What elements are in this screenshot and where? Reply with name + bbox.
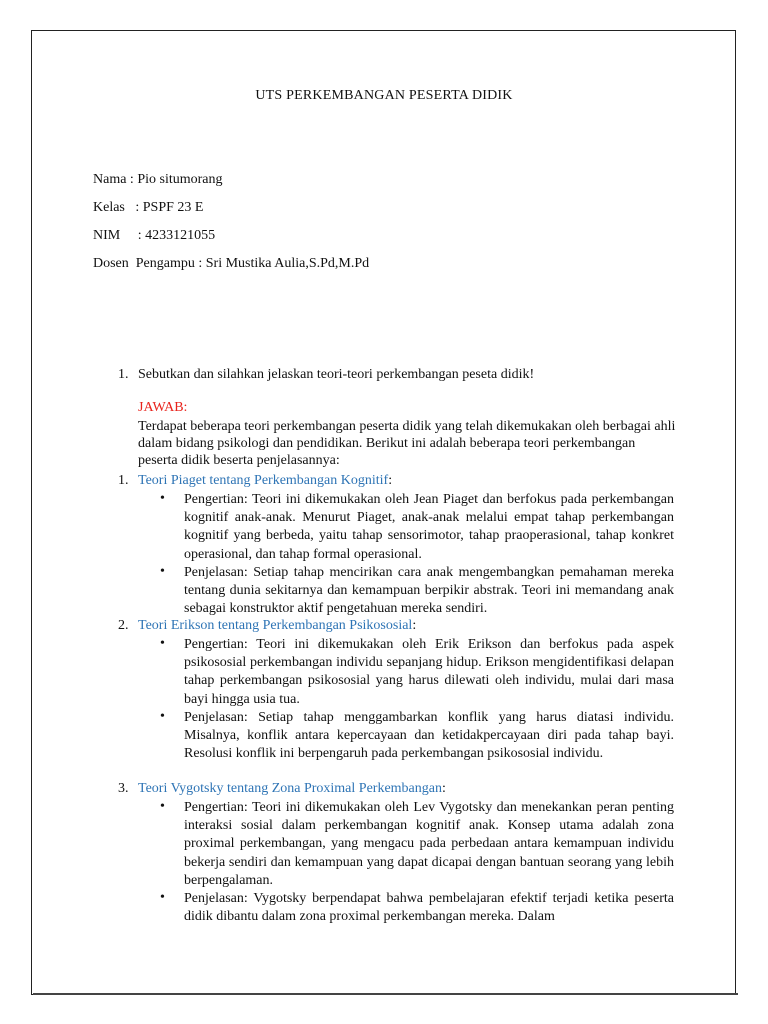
info-nama: Nama : Pio situmorang	[93, 172, 223, 187]
theory-3-suffix: :	[441, 781, 446, 796]
page-border-shadow	[33, 993, 738, 995]
theory-2-number: 2.	[118, 618, 129, 633]
info-nim: NIM : 4233121055	[93, 228, 216, 243]
bullet-dot-icon: •	[160, 890, 165, 905]
bullet-dot-icon: •	[160, 799, 165, 814]
theory-1-bullet-1: Pengertian: Teori ini dikemukakan oleh Jean Piaget dan berfokus pada perkembangan kognitif anak-anak. Menurut Piaget, anak-anak melalui empat tahap perkembangan kognitif yang berbeda, yaitu tahap sensorimotor, tahap praoperasional, tahap konkret operasional, dan tahap formal operasional.	[184, 492, 674, 562]
theory-3-bullet-2: Penjelasan: Vygotsky berpendapat bahwa pembelajaran efektif terjadi ketika peserta didik dibantu dalam zona proximal perkembangan mereka. Dalam	[184, 891, 674, 925]
bullet-dot-icon: •	[160, 491, 165, 506]
theory-3-bullet-1: Pengertian: Teori ini dikemukakan oleh Lev Vygotsky dan menekankan peran penting interaksi sosial dalam perkembangan kognitif anak. Konsep utama adalah zona proximal perkembangan, yang mengacu pada perbedaan antara kemampuan individu bekerja sendiri dan kemampuan yang dapat dicapai dengan bantuan seorang yang lebih berpengalaman.	[184, 800, 674, 888]
answer-label: JAWAB:	[138, 400, 188, 415]
info-kelas: Kelas : PSPF 23 E	[93, 200, 204, 215]
answer-intro: Terdapat beberapa teori perkembangan peserta didik yang telah dikemukakan oleh berbagai ahli dalam bidang psikologi dan pendidikan. Berikut ini adalah beberapa teori perkembangan peserta didik beserta penjelasannya:	[138, 419, 676, 468]
theory-2-title: Teori Erikson tentang Perkembangan Psikososial	[138, 618, 413, 633]
info-dosen: Dosen Pengampu : Sri Mustika Aulia,S.Pd,M.Pd	[93, 256, 370, 271]
theory-1-title: Teori Piaget tentang Perkembangan Kognitif	[138, 473, 389, 488]
question-text: Sebutkan dan silahkan jelaskan teori-teori perkembangan peseta didik!	[138, 367, 535, 382]
bullet-dot-icon: •	[160, 564, 165, 579]
bullet-dot-icon: •	[160, 709, 165, 724]
theory-1-suffix: :	[388, 473, 393, 488]
bullet-dot-icon: •	[160, 636, 165, 651]
document-title: UTS PERKEMBANGAN PESERTA DIDIK	[255, 88, 513, 103]
question-number: 1.	[118, 367, 129, 382]
theory-2-bullet-1: Pengertian: Teori ini dikemukakan oleh Erik Erikson dan berfokus pada aspek psikososial perkembangan individu sepanjang hidup. Erikson mengidentifikasi delapan tahap perkembangan psikososial yang harus dilewati oleh individu, mulai dari masa bayi hingga usia tua.	[184, 637, 674, 707]
theory-1-number: 1.	[118, 473, 129, 488]
theory-1-bullet-2: Penjelasan: Setiap tahap mencirikan cara anak mengembangkan pemahaman mereka tentang dunia sekitarnya dan kemampuan berpikir abstrak. Teori ini memandang anak sebagai konstruktor aktif pengetahuan mereka sendiri.	[184, 565, 674, 617]
theory-2-heading	[138, 618, 416, 634]
theory-3-heading	[138, 781, 446, 797]
theory-3-title: Teori Vygotsky tentang Zona Proximal Perkembangan	[138, 781, 442, 796]
theory-2-suffix: :	[412, 618, 417, 633]
theory-1-heading	[138, 473, 392, 489]
theory-3-number: 3.	[118, 781, 129, 796]
theory-2-bullet-2: Penjelasan: Setiap tahap menggambarkan konflik yang harus diatasi individu. Misalnya, konflik antara kepercayaan dan ketidakpercayaan diri pada tahap bayi. Resolusi konflik ini berpengaruh pada perkembangan psikososial individu.	[184, 710, 674, 762]
